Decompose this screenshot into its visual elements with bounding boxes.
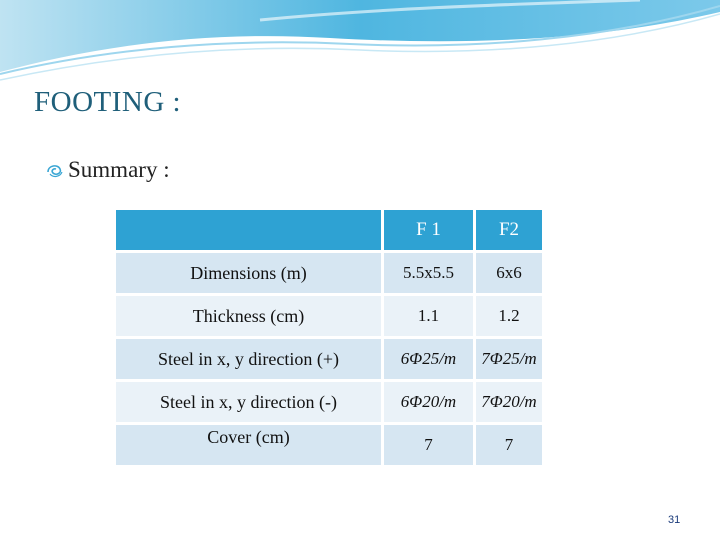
slide-title: FOOTING : bbox=[34, 86, 182, 118]
row-label: Thickness (cm) bbox=[116, 296, 381, 336]
table-row bbox=[116, 425, 542, 465]
cell-f1: 1.1 bbox=[384, 296, 473, 336]
cell-f2: 6x6 bbox=[476, 253, 542, 293]
header-cell-f1: F 1 bbox=[384, 210, 473, 250]
cell-f2: 7 bbox=[476, 425, 542, 465]
summary-bullet bbox=[44, 157, 170, 183]
cell-f1: 5.5x5.5 bbox=[384, 253, 473, 293]
page-number: 31 bbox=[668, 514, 681, 526]
swirl-bullet-icon bbox=[44, 159, 66, 181]
table-row bbox=[116, 339, 542, 379]
cell-f2: 1.2 bbox=[476, 296, 542, 336]
row-label: Steel in x, y direction (-) bbox=[116, 382, 381, 422]
summary-label: Summary : bbox=[68, 157, 170, 182]
header-wave-decoration bbox=[0, 0, 720, 90]
cell-f2: 7Φ20/m bbox=[476, 382, 542, 422]
row-label: Steel in x, y direction (+) bbox=[116, 339, 381, 379]
footing-summary-table bbox=[113, 207, 545, 468]
table-row bbox=[116, 253, 542, 293]
table-row bbox=[116, 296, 542, 336]
header-cell-f2: F2 bbox=[476, 210, 542, 250]
cell-f1: 6Φ20/m bbox=[384, 382, 473, 422]
row-label: Dimensions (m) bbox=[116, 253, 381, 293]
cell-f2: 7Φ25/m bbox=[476, 339, 542, 379]
table-header-row bbox=[116, 210, 542, 250]
row-label: Cover (cm) bbox=[116, 425, 381, 465]
cell-f1: 6Φ25/m bbox=[384, 339, 473, 379]
header-cell-blank bbox=[116, 210, 381, 250]
table-row bbox=[116, 382, 542, 422]
cell-f1: 7 bbox=[384, 425, 473, 465]
